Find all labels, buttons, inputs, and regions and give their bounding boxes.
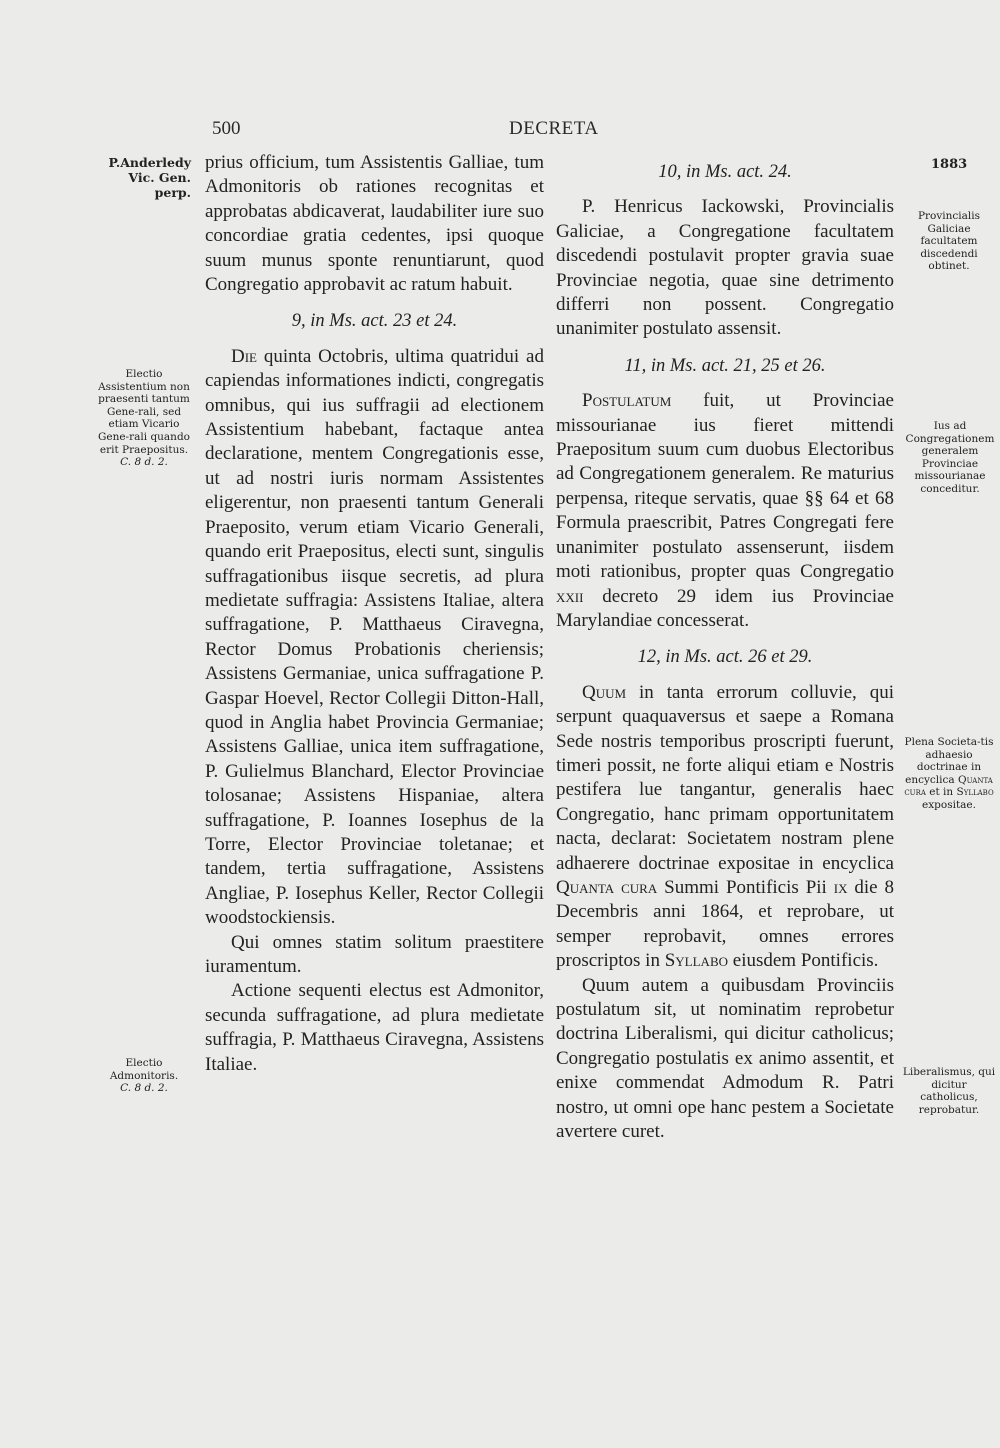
- year-marginal: 1883: [931, 157, 968, 172]
- left-text-column: [205, 151, 544, 1077]
- paragraph: [556, 681, 894, 974]
- right-text-column: [556, 151, 894, 1144]
- paragraph: prius officium, tum Assistentis Galliae, tum Admonitoris ob rationes recognitas et approbatas abdicaverat, laudabiliter iure suo concordiae gratia cedentes, ipsi quoque suum munus sponte renuntiarunt, quod Congregatio approbavit ac ratum habuit.: [205, 152, 544, 296]
- margin-note-quanta-cura: Quanta cura: [904, 773, 993, 799]
- paragraph-text: quinta Octobris, ultima quatridui ad capiendas informationes indicti, congregatis omnibus, qui ius suffragii ad electionem Assistentium habebant, factaque antea declaratione, mentem Congregationis esse, ut ad nostri iuris normam Assistentes eligerentur, non praesenti tantum Generali Praeposito, verum etiam Vicario Generali, quando erit Praepositus, electi sunt, singulis suffragationibus iisque secretis, ad plura medietate suffragia: Assistens Italiae, altera suffragatione, P. Matthaeus Ciravegna, Rector Domus Probationis cheriensis; Assistens Germaniae, unica suffragatione P. Gaspar Hoevel, Rector Collegii Ditton-Hall, quod in Anglia habet Provincia Germaniae; Assistens Galliae, unica item suffragatione, P. Gulielmus Blanchard, Elector Provinciae tolosanae; Assistens Hispaniae, altera suffragatione, P. Ioannes Iosephus de la Torre, Elector Provinciae toletanae; et tandem, tertia suffragatione, Assistens Angliae, P. Iosephus Keller, Rector Collegii woodstockiensis.: [205, 345, 544, 929]
- paragraph-text: decreto 29 idem ius Provinciae Marylandiae concesserat.: [556, 585, 894, 631]
- margin-note-syllabo: Syllabo: [956, 786, 994, 799]
- paragraph-text: fuit, ut Provinciae missourianae ius fieret mittendi Praepositum suum cum duobus Electoribus ad Congregationem generalem. Re maturius perpensa, riteque servatis, quae §§ 64 et 68 Formula praescribit, Patres Congregati fere unanimiter postulato assenserunt, iisdem moti rationibus, propter quas Congregatio: [556, 390, 894, 583]
- roman-numeral: ix: [833, 876, 848, 898]
- paragraph: Qui omnes statim solitum praestitere iuramentum.: [205, 931, 544, 977]
- margin-note-text: et in: [929, 786, 954, 799]
- syllabus-title: Syllabo: [664, 950, 729, 972]
- left-margin-note-anderledy: P.Anderledy Vic. Gen. perp.: [108, 155, 191, 200]
- right-margin-note-galicia: Provincialis Galiciae facultatem discedendi obtinet.: [917, 210, 981, 273]
- paragraph: Actione sequenti electus est Admonitor, secunda suffragatione, ad plura medietate suffragia, P. Matthaeus Ciravegna, Assistens Italiae.: [205, 980, 544, 1075]
- section-heading-9: 9, in Ms. act. 23 et 24.: [291, 311, 458, 332]
- margin-note-text: Electio Assistentium non praesenti tantum Gene-rali, sed etiam Vicario Gene-rali quando erit Praepositus.: [97, 368, 190, 456]
- left-margin-note-electio-assistentium: [96, 368, 192, 469]
- paragraph-text: in tanta errorum colluvie, qui serpunt quaquaversus et saepe a Romana Sede nostris temporibus proscripti fuerunt, timeri possit, ne forte aliqui etiam e Nostris pestifera lue tangantur, generalis haec Congregatio, hanc primam opportunitatem nacta, declarat: Societatem nostram plene adhaerere doctrinae expositae in encyclica: [556, 681, 894, 874]
- paragraph-lead: Quum: [582, 681, 627, 703]
- margin-note-text: expositae.: [922, 798, 976, 811]
- right-margin-note-missouri: Ius ad Congregationem generalem Provinciae missourianae conceditur.: [905, 420, 995, 495]
- paragraph: [205, 345, 544, 931]
- paragraph: Quum autem a quibusdam Provinciis postulatum sit, ut nominatim reprobetur doctrina Liberalismi, qui dicitur catholicus; Congregatio postulatis ex animo assentit, et enixe commendat Admodum R. Patri nostro, ut omni ope hanc pestem a Societate avertere curet.: [556, 974, 894, 1143]
- margin-note-text: Plena Societa-tis adhaesio doctrinae in encyclica: [904, 736, 994, 786]
- left-margin-note-electio-admonitoris: [96, 1057, 192, 1095]
- paragraph-text: eiusdem Pontificis.: [728, 950, 879, 972]
- paragraph-text: die 8 Decembris anni 1864, et reprobare, ut semper reprobavit, omnes errores proscriptos in: [556, 876, 895, 972]
- section-heading-12: 12, in Ms. act. 26 et 29.: [637, 647, 813, 668]
- roman-numeral: xxii: [556, 585, 584, 607]
- paragraph-text: Summi Pontificis Pii: [657, 876, 834, 898]
- right-margin-note-adhaesio: [900, 736, 998, 812]
- section-heading-10: 10, in Ms. act. 24.: [658, 162, 792, 182]
- right-margin-note-liberalismus: Liberalismus, qui dicitur catholicus, reprobatur.: [902, 1066, 996, 1116]
- section-heading-11: 11, in Ms. act. 21, 25 et 26.: [624, 355, 826, 376]
- encyclical-title: Quanta cura: [556, 876, 658, 898]
- margin-note-reference: C. 8 d. 2.: [120, 1082, 168, 1095]
- paragraph: P. Henricus Iackowski, Provincialis Galiciae, a Congregatione facultatem discedendi postulavit propter gravia suae Provinciae negotia, quae sine detrimento differri non possent. Congregatio unanimiter postulato assensit.: [556, 196, 894, 340]
- paragraph-lead: Die: [231, 345, 257, 367]
- paragraph-lead: Postulatum: [582, 390, 672, 412]
- margin-note-reference: C. 8 d. 2.: [120, 456, 168, 469]
- margin-note-text: Electio Admonitoris.: [109, 1057, 179, 1082]
- running-title: DECRETA: [509, 118, 599, 139]
- page-number: 500: [212, 118, 241, 139]
- paragraph: [556, 389, 894, 633]
